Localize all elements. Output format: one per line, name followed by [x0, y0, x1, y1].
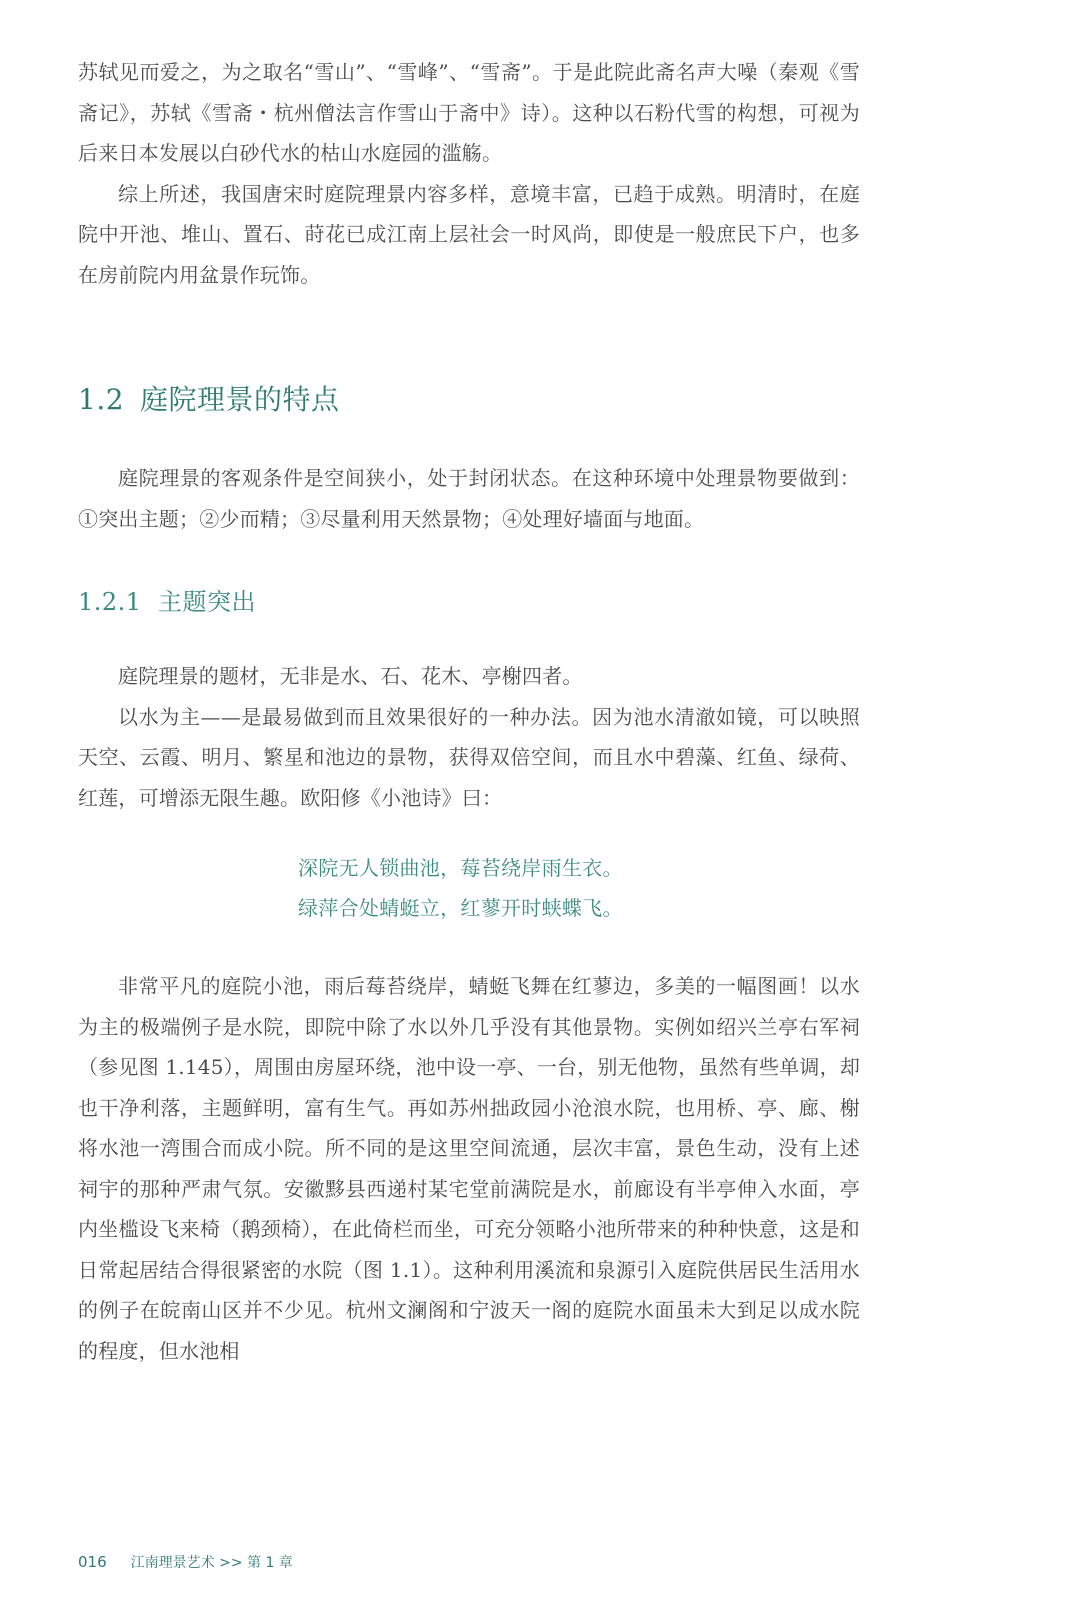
intro-paragraph-1: 苏轼见而爱之，为之取名“雪山”、“雪峰”、“雪斋”。于是此院此斋名声大噪（秦观《雪斋记》，苏轼《雪斋・杭州僧法言作雪山于斋中》诗）。这种以石粉代雪的构想，可视为后来日本发展以白砂代水的枯山水庭园的滥觞。 — [78, 60, 860, 165]
intro-paragraph-2: 综上所述，我国唐宋时庭院理景内容多样，意境丰富，已趋于成熟。明清时，在庭院中开池、堆山、置石、莳花已成江南上层社会一时风尚，即使是一般庶民下户，也多在房前院内用盆景作玩饰。 — [78, 181, 860, 287]
section-1-2-1-title: 主题突出 — [158, 588, 256, 616]
poem-line-2: 绿萍合处蜻蜓立，红蓼开时蛱蝶飞。 — [298, 896, 623, 920]
section-1-2-1-body — [78, 656, 860, 818]
section-1-2-title: 庭院理景的特点 — [140, 383, 340, 416]
page-footer — [78, 1552, 293, 1572]
page-number: 016 — [78, 1553, 107, 1571]
running-title: 江南理景艺术 >> 第 1 章 — [130, 1555, 293, 1571]
section-1-2-1-paragraph-1: 庭院理景的题材，无非是水、石、花木、亭榭四者。 — [118, 664, 583, 688]
section-1-2-1-paragraph-3: 非常平凡的庭院小池，雨后莓苔绕岸，蜻蜓飞舞在红蓼边，多美的一幅图画！以水为主的极端例子是水院，即院中除了水以外几乎没有其他景物。实例如绍兴兰亭右军祠（参见图 1.145），周围由房屋环绕，池中设一亭、一台，别无他物，虽然有些单调，却也干净利落，主题鲜明，富有生气。再如苏州拙政园小沧浪水院，也用桥、亭、廊、榭将水池一湾围合而成小院。所不同的是这里空间流通，层次丰富，景色生动，没有上述祠宇的那种严肃气氛。安徽黟县西递村某宅堂前满院是水，前廊设有半亭伸入水面，亭内坐槛设飞来椅（鹅颈椅），在此倚栏而坐，可充分领略小池所带来的种种快意，这是和日常起居结合得很紧密的水院（图 1.1）。这种利用溪流和泉源引入庭院供居民生活用水的例子在皖南山区并不少见。杭州文澜阁和宁波天一阁的庭院水面虽未大到足以成水院的程度，但水池相 — [78, 974, 861, 1363]
poem-quote — [298, 848, 698, 928]
section-1-2-heading — [78, 378, 340, 418]
section-1-2-1-body-continued — [78, 966, 860, 1371]
section-1-2-body — [78, 458, 860, 539]
section-1-2-number: 1.2 — [78, 383, 125, 416]
section-1-2-1-paragraph-2: 以水为主——是最易做到而且效果很好的一种办法。因为池水清澈如镜，可以映照天空、云霞、明月、繁星和池边的景物，获得双倍空间，而且水中碧藻、红鱼、绿荷、红莲，可增添无限生趣。欧阳修《小池诗》曰： — [78, 704, 860, 810]
intro-section — [78, 52, 860, 295]
section-1-2-1-number: 1.2.1 — [78, 588, 142, 616]
section-1-2-paragraph: 庭院理景的客观条件是空间狭小，处于封闭状态。在这种环境中处理景物要做到：①突出主题；②少而精；③尽量利用天然景物；④处理好墙面与地面。 — [78, 466, 860, 531]
poem-line-1: 深院无人锁曲池，莓苔绕岸雨生衣。 — [298, 856, 623, 880]
section-1-2-1-heading — [78, 582, 256, 617]
